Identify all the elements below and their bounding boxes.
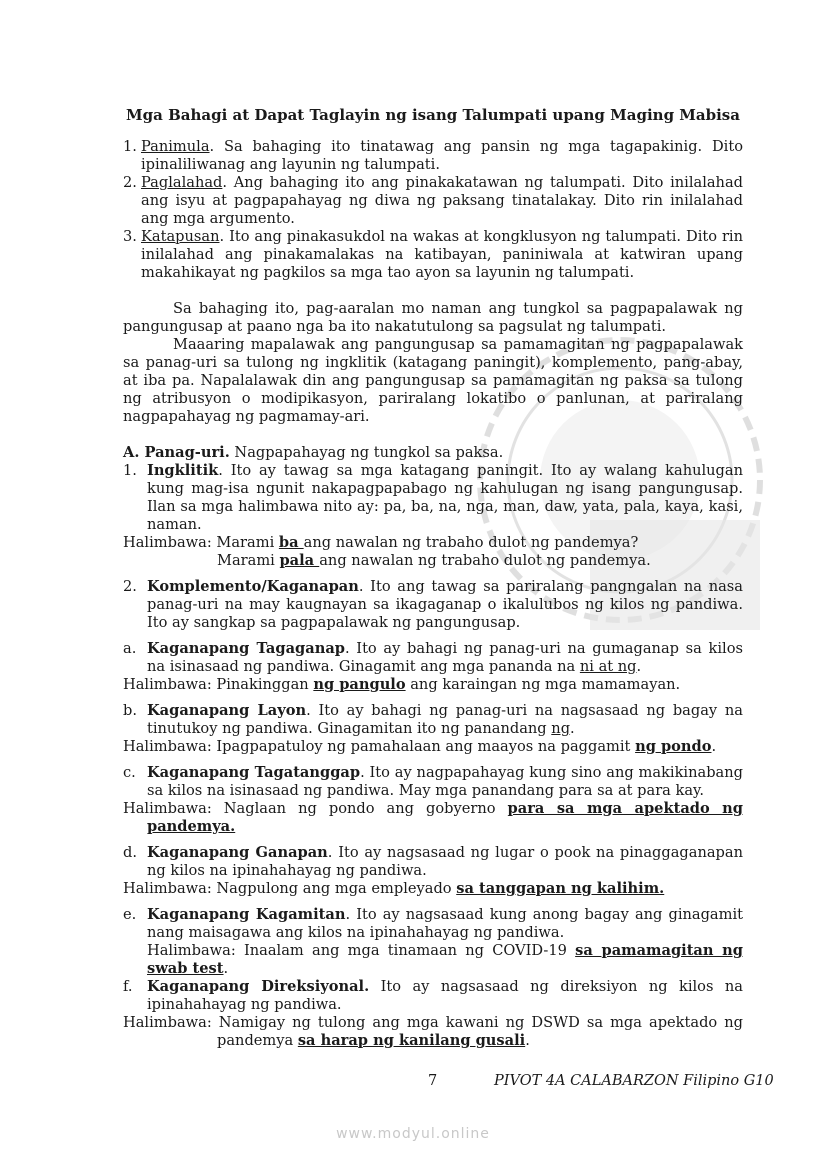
intro-paragraph: Sa bahaging ito, pag-aaralan mo naman ang tungkol sa pagpapalawak ng pangungusap at paano nga ba ito nakatutulong sa pagsulat ng talumpati.	[123, 300, 743, 335]
kaganapan-item: e. Kaganapang Kagamitan. Ito ay nagsasaad kung anong bagay ang ginagamit nang maisagawa ang kilos na ipinahahayag ng pandiwa.	[123, 906, 744, 941]
kaganapan-item: d. Kaganapang Ganapan. Ito ay nagsasaad ng lugar o pook na pinaggaganapan ng kilos na ipinahahayag ng pandiwa.	[123, 844, 743, 879]
example: Halimbawa: Namigay ng tulong ang mga kawani ng DSWD sa mga apektado ng pandemya sa harap ng kanilang gusali.	[123, 1014, 743, 1049]
site-watermark: www.modyul.online	[336, 1126, 490, 1142]
list-item: 3. Katapusan. Ito ang pinakasukdol na wakas at kongklusyon ng talumpati. Dito rin inilalahad ang pinakamalakas na katibayan, paniniwala at katwiran upang makahikayat ng pagkilos sa mga tao ayon sa layunin ng talumpati.	[123, 228, 743, 281]
document-page	[123, 100, 743, 1050]
kaganapan-item: a. Kaganapang Tagaganap. Ito ay bahagi ng panag-uri na gumaganap sa kilos na isinasaad ng pandiwa. Ginagamit ang mga pananda na ni at ng.	[123, 640, 744, 675]
example: Halimbawa: Ipagpapatuloy ng pamahalaan ang maayos na paggamit ng pondo.	[123, 738, 717, 755]
page-number: 7	[428, 1073, 438, 1089]
parts-list	[123, 138, 743, 282]
list-item: 1. Panimula. Sa bahaging ito tinatawag ang pansin ng mga tagapakinig. Dito ipinaliliwanag ang layunin ng talumpati.	[123, 138, 743, 173]
module-label: PIVOT 4A CALABARZON Filipino G10	[494, 1073, 774, 1089]
komplemento-item: 2. Komplemento/Kaganapan. Ito ang tawag sa pariralang pangngalan na nasa panag-uri na may kaugnayan sa ikagaganap o ikalulubos ng kilos ng pandiwa. Ito ay sangkap sa pagpapalawak ng pangungusap.	[123, 578, 743, 631]
kaganapan-item: b. Kaganapang Layon. Ito ay bahagi ng panag-uri na nagsasaad ng bagay na tinutukoy ng pandiwa. Ginagamitan ito ng panandang ng.	[123, 702, 744, 737]
example: Halimbawa: Naglaan ng pondo ang gobyerno para sa mga apektado ng pandemya.	[123, 800, 743, 835]
page-title: Mga Bahagi at Dapat Taglayin ng isang Talumpati upang Maging Mabisa	[126, 106, 740, 124]
list-item: 2. Paglalahad. Ang bahaging ito ang pinakakatawan ng talumpati. Dito inilalahad ang isyu at pagpapahayag ng diwa ng paksang tinatalakay. Dito rin inilalahad ang mga argumento.	[123, 174, 743, 227]
example: Marami pala ang nawalan ng trabaho dulot ng pandemya.	[217, 552, 651, 569]
section-heading: A. Panag-uri. Nagpapahayag ng tungkol sa paksa.	[123, 444, 504, 461]
example: Halimbawa: Inaalam ang mga tinamaan ng COVID-19 sa pamamagitan ng swab test.	[147, 942, 743, 977]
example: Halimbawa: Nagpulong ang mga empleyado sa tanggapan ng kalihim.	[123, 880, 665, 897]
kaganapan-item: c. Kaganapang Tagatanggap. Ito ay nagpapahayag kung sino ang makikinabang sa kilos na isinasaad ng pandiwa. May mga panandang para sa at para kay.	[123, 764, 743, 799]
example: Halimbawa: Pinakinggan ng pangulo ang karaingan ng mga mamamayan.	[123, 676, 681, 693]
example: Halimbawa: Marami ba ang nawalan ng trabaho dulot ng pandemya?	[123, 534, 639, 551]
intro-paragraph: Maaaring mapalawak ang pangungusap sa pamamagitan ng pagpapalawak sa panag-uri sa tulong ng ingklitik (katagang paningit), komplemento, pang-abay, at iba pa. Napalalawak din ang pangungusap sa pamamagitan ng paksa sa tulong ng atribusyon o modipikasyon, pariralang lokatibo o panlunan, at pariralang nagpapahayag ng pagmamay-ari.	[123, 336, 743, 425]
kaganapan-item: f. Kaganapang Direksiyonal. Ito ay nagsasaad ng direksiyon ng kilos na ipinahahayag ng pandiwa.	[123, 978, 743, 1013]
ingklitik-item: 1. Ingklitik. Ito ay tawag sa mga katagang paningit. Ito ay walang kahulugan kung mag-isa ngunit nakapagpapabago ng kahulugan ng isang pangungusap. Ilan sa mga halimbawa nito ay: pa, ba, na, nga, man, daw, yata, pala, kaya, kasi, naman.	[123, 462, 743, 533]
